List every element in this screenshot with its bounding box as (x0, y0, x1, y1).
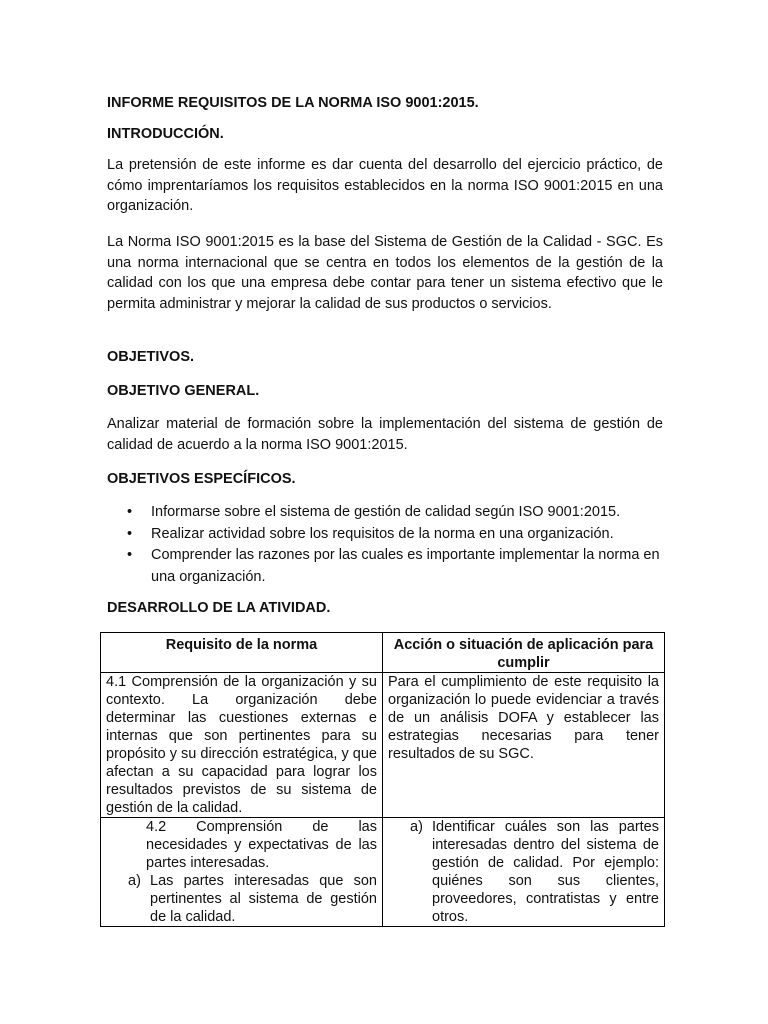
bullet-icon: • (127, 547, 133, 563)
objectives-heading: OBJETIVOS. (107, 349, 195, 365)
bullet-icon: • (127, 525, 133, 542)
header-action: Acción o situación de aplicación para cumplir (383, 633, 665, 673)
intro-heading: INTRODUCCIÓN. (107, 126, 224, 142)
action-4-2-item: a) Identificar cuáles son las partes interesadas dentro del sistema de gestión de calidad. Por ejemplo: quiénes son sus clientes, proveedores, contratistas y entre otros. (410, 819, 659, 925)
item-marker: a) (410, 819, 423, 835)
specific-objectives-heading: OBJETIVOS ESPECÍFICOS. (107, 471, 296, 487)
intro-paragraph-2: La Norma ISO 9001:2015 es la base del Sistema de Gestión de la Calidad - SGC. Es una norma internacional que se centra en todos los elementos de la gestión de la calidad con los que una empresa debe contar para tener un sistema efectivo que le permita administrar y mejorar la calidad de sus productos o servicios. (107, 234, 663, 312)
item-marker: a) (128, 873, 141, 889)
intro-paragraph-1: La pretensión de este informe es dar cuenta del desarrollo del ejercicio práctico, de cómo imprentaríamos los requisitos establecidos en la norma ISO 9001:2015 en una organización. (107, 157, 663, 214)
list-item: • Informarse sobre el sistema de gestión de calidad según ISO 9001:2015. (107, 502, 663, 524)
table-row (101, 818, 665, 927)
specific-objectives-list (107, 502, 663, 588)
cell-action-4-2 (383, 818, 665, 927)
requirement-4-2-intro: 4.2 Comprensión de las necesidades y expectativas de las partes interesadas. (146, 819, 377, 871)
general-objective-heading: OBJETIVO GENERAL. (107, 383, 260, 399)
cell-requirement-4-2 (101, 818, 383, 927)
table-row (101, 673, 665, 818)
cell-action-4-1: Para el cumplimiento de este requisito la organización lo puede evidenciar a través de un análisis DOFA y establecer las estrategias necesarias para tener resultados de su SGC. (383, 673, 665, 818)
cell-requirement-4-1: 4.1 Comprensión de la organización y su contexto. La organización debe determinar las cuestiones externas e internas que son pertinentes para su propósito y su dirección estratégica, y que afectan a su capacidad para lograr los resultados previstos de su sistema de gestión de la calidad. (101, 673, 383, 818)
requirement-4-2-item: a) Las partes interesadas que son pertinentes al sistema de gestión de la calidad. (128, 873, 377, 925)
requirements-table (100, 632, 665, 927)
list-item: • Realizar actividad sobre los requisitos de la norma en una organización. (107, 524, 663, 546)
list-item: • Comprender las razones por las cuales es importante implementar la norma en una organización. (127, 547, 660, 585)
header-requirement: Requisito de la norma (101, 633, 383, 673)
document-title: INFORME REQUISITOS DE LA NORMA ISO 9001:2015. (107, 95, 479, 111)
table-header-row (101, 633, 665, 673)
bullet-icon: • (127, 504, 133, 520)
development-heading: DESARROLLO DE LA ATIVIDAD. (107, 600, 331, 616)
general-objective-text: Analizar material de formación sobre la implementación del sistema de gestión de calidad de acuerdo a la norma ISO 9001:2015. (107, 416, 663, 453)
